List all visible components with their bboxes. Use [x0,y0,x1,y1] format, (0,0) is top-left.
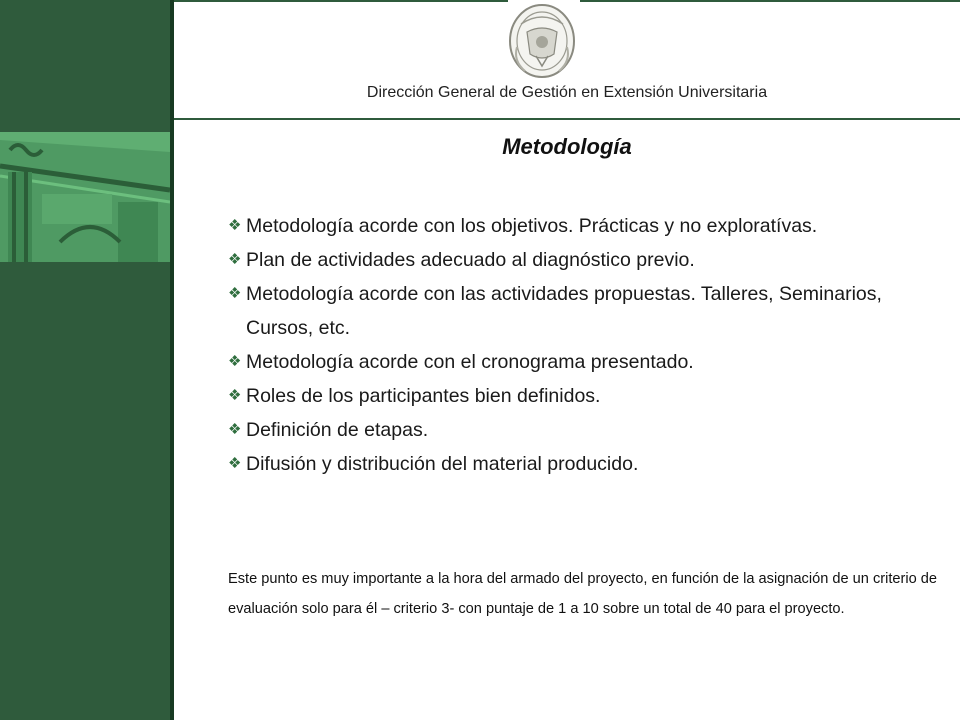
list-item-text: Roles de los participantes bien definidos. [246,385,601,407]
university-seal-logo [505,2,579,80]
four-diamond-icon: ❖ [228,387,242,404]
list-item-text: Metodología acorde con los objetivos. Prácticas y no exploratívas. [246,215,818,237]
list-item-text: Definición de etapas. [246,419,429,441]
sidebar-panel [0,0,170,720]
slide-title: Metodología [502,134,632,159]
list-item [228,277,928,345]
list-item [228,379,928,413]
four-diamond-icon: ❖ [228,421,242,438]
list-item-text: Metodología acorde con el cronograma presentado. [246,351,694,373]
note-paragraph: Este punto es muy importante a la hora del armado del proyecto, en función de la asignación de un criterio de evaluación solo para él – criterio 3- con puntaje de 1 a 10 sobre un total de 40 para el proyecto. [228,571,938,617]
four-diamond-icon: ❖ [228,285,242,302]
list-item [228,447,928,481]
header-rule [174,118,960,120]
list-item [228,209,928,243]
list-item [228,243,928,277]
sidebar-edge [170,0,174,720]
four-diamond-icon: ❖ [228,353,242,370]
list-item-text: Metodología acorde con las actividades propuestas. Talleres, Seminarios, Cursos, etc. [246,283,882,339]
list-item-text: Plan de actividades adecuado al diagnóstico previo. [246,249,695,271]
building-facade-image [0,132,170,262]
four-diamond-icon: ❖ [228,251,242,268]
four-diamond-icon: ❖ [228,455,242,472]
list-item [228,345,928,379]
four-diamond-icon: ❖ [228,217,242,234]
bullet-list [228,209,928,481]
list-item [228,413,928,447]
list-item-text: Difusión y distribución del material producido. [246,453,639,475]
header-title: Dirección General de Gestión en Extensión Universitaria [366,84,768,101]
